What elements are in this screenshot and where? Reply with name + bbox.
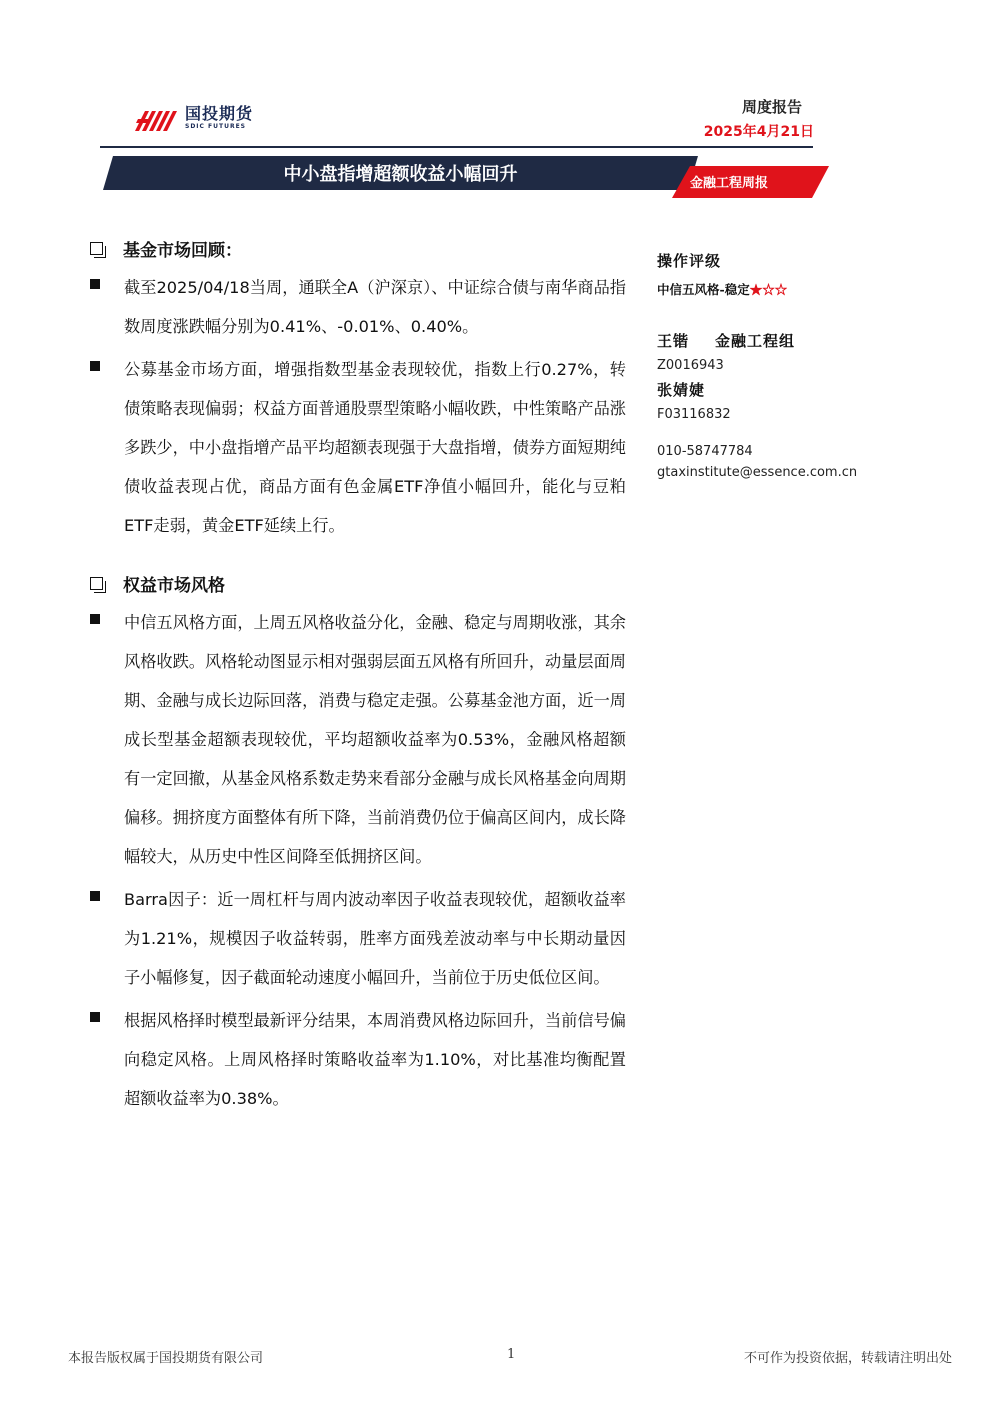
section-heading-text: 权益市场风格 [123, 575, 225, 596]
rating-label: 中信五风格-稳定 [657, 282, 750, 297]
header-rule [100, 146, 813, 148]
page-number: 1 [507, 1347, 516, 1362]
report-date: 2025年4月21日 [703, 124, 814, 140]
logo-stripes-icon [135, 105, 179, 131]
square-bullet-icon [90, 891, 100, 901]
section-heading [88, 232, 628, 264]
star-filled-icon: ★ [749, 282, 763, 297]
sidebar-info [657, 250, 897, 480]
footer-copyright: 本报告版权属于国投期货有限公司 [68, 1351, 264, 1366]
list-item-text: Barra因子：近一周杠杆与周内波动率因子收益表现较优，超额收益率为1.21%，规模因子收益转弱，胜率方面残差波动率与中长期动量因子小幅修复，因子截面轮动速度小幅回升，当前位于历史低位区间。 [124, 890, 626, 987]
author-name: 王锴 [657, 332, 690, 350]
logo-name-cn: 国投期货 [185, 104, 254, 123]
section-equity-style [88, 567, 628, 1118]
section-heading-text: 基金市场回顾： [123, 240, 242, 261]
author-license: F03116832 [657, 407, 731, 422]
list-item [88, 603, 628, 876]
section-fund-market [88, 232, 628, 545]
section-checkbox-icon [90, 242, 103, 255]
main-content [88, 232, 628, 1118]
report-type: 周度报告 [741, 98, 802, 116]
footer-disclaimer: 不可作为投资依据，转载请注明出处 [743, 1351, 952, 1366]
list-item-text: 中信五风格方面，上周五风格收益分化，金融、稳定与周期收涨，其余风格收跌。风格轮动图显示相对强弱层面五风格有所回升，动量层面周期、金融与成长边际回落，消费与稳定走强。公募基金池方面，近一周成长型基金超额表现较优，平均超额收益率为0.53%，金融风格超额有一定回撤，从基金风格系数走势来看部分金融与成长风格基金向周期偏移。拥挤度方面整体有所下降，当前消费仍位于偏高区间内，成长降幅较大，从历史中性区间降至低拥挤区间。 [124, 613, 626, 866]
company-logo [135, 105, 253, 131]
author-row [657, 330, 897, 351]
list-item-text: 公募基金市场方面，增强指数型基金表现较优，指数上行0.27%，转债策略表现偏弱；权益方面普通股票型策略小幅收跌，中性策略产品涨多跌少，中小盘指增产品平均超额表现强于大盘指增，债券方面短期纯债收益表现占优，商品方面有色金属ETF净值小幅回升，能化与豆粕ETF走弱，黄金ETF延续上行。 [124, 360, 626, 535]
report-title: 中小盘指增超额收益小幅回升 [283, 164, 518, 185]
list-item [88, 1001, 628, 1118]
rating-line [657, 280, 897, 298]
contact-email: gtaxinstitute@essence.com.cn [657, 465, 858, 480]
square-bullet-icon [90, 279, 100, 289]
section-checkbox-icon [90, 577, 103, 590]
list-item [88, 268, 628, 346]
square-bullet-icon [90, 614, 100, 624]
star-empty-icon: ☆☆ [762, 282, 788, 297]
list-item-text: 截至2025/04/18当周，通联全A（沪深京）、中证综合债与南华商品指数周度涨跌幅分别为0.41%、-0.01%、0.40%。 [124, 278, 626, 336]
list-item-text: 根据风格择时模型最新评分结果，本周消费风格边际回升，当前信号偏向稳定风格。上周风格择时策略收益率为1.10%，对比基准均衡配置超额收益率为0.38%。 [124, 1011, 626, 1108]
section-heading [88, 567, 628, 599]
category-tag: 金融工程周报 [690, 175, 769, 191]
logo-name-en: SDIC FUTURES [185, 123, 247, 130]
contact-phone: 010-58747784 [657, 444, 753, 459]
list-item [88, 350, 628, 545]
team-name: 金融工程组 [715, 332, 796, 350]
author-license: Z0016943 [657, 358, 724, 373]
square-bullet-icon [90, 1012, 100, 1022]
author-name: 张婧婕 [657, 381, 706, 399]
list-item [88, 880, 628, 997]
rating-heading: 操作评级 [657, 252, 722, 270]
square-bullet-icon [90, 361, 100, 371]
